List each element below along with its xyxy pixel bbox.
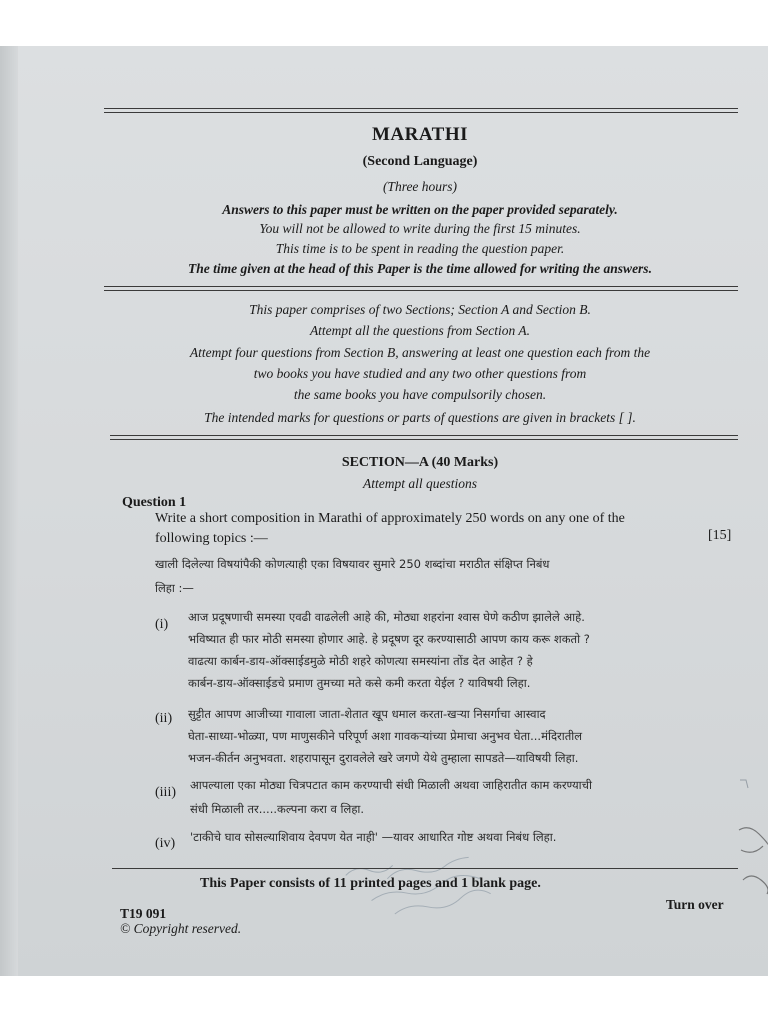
question-label: Question 1 [122,495,187,510]
section-title: SECTION—A (40 Marks) [341,455,499,470]
copyright-note: © Copyright reserved. [120,921,242,936]
topic-2-line-2: घेता-साध्या-भोळ्या, पण माणुसकीने परिपूर्ण अशा गावकऱ्यांच्या प्रेमाचा अनुभव घेता...मंदिरातील [188,729,583,743]
note-2: Attempt all the questions from Section A. [309,323,531,338]
topic-2-number: (ii) [155,711,173,726]
topic-2-line-3: भजन-कीर्तन अनुभवता. शहरापासून दुरावलेले खरे जगणे येथे तुम्हाला सापडते—याविषयी लिहा. [188,751,579,765]
mid-rule-1 [104,286,738,287]
question-marks: [15] [708,528,732,543]
note-5: the same books you have compulsorily chosen. [293,387,547,402]
paper-code: T19 091 [120,906,167,921]
question-text-line-2: following topics :— [155,531,268,546]
topic-1-line-4: कार्बन-डाय-ऑक्साईडचे प्रमाण तुमच्या मते कसे कमी करता येईल ? याविषयी लिहा. [188,676,531,690]
topic-3-line-2: संधी मिळाली तर.....कल्पना करा व लिहा. [190,802,365,816]
margin-scribble [735,770,768,920]
topic-1-number: (i) [155,617,169,632]
topic-2-line-1: सुट्टीत आपण आजीच्या गावाला जाता-शेतात खूप धमाल करता-खऱ्या निसर्गाचा आस्वाद [188,707,546,721]
paper-fold-shadow [0,46,18,976]
instruction-4: The time given at the head of this Paper is the time allowed for writing the answers. [188,261,652,276]
note-1: This paper comprises of two Sections; Section A and Section B. [249,302,591,317]
question-text-line-1: Write a short composition in Marathi of approximately 250 words on any one of the [155,511,625,526]
topic-3-number: (iii) [155,785,176,800]
turn-over-label: Turn over [666,897,724,912]
topic-4-line-1: 'टाकीचे घाव सोसल्याशिवाय देवपण येत नाही' —यावर आधारित गोष्ट अथवा निबंध लिहा. [190,830,557,844]
section-rule-2 [110,439,738,440]
page-count-note: This Paper consists of 11 printed pages and 1 blank page. [200,876,541,891]
note-3: Attempt four questions from Section B, answering at least one question each from the [189,345,651,360]
section-rule-1 [110,435,738,436]
footer-rule [112,868,738,869]
note-6: The intended marks for questions or parts of questions are given in brackets [ ]. [204,410,636,425]
language-subtitle: (Second Language) [362,154,478,169]
question-marathi-line-1: खाली दिलेल्या विषयांपैकी कोणत्याही एका विषयावर सुमारे 250 शब्दांचा मराठीत संक्षिप्त निबंध [155,557,550,571]
instruction-1: Answers to this paper must be written on the paper provided separately. [222,202,618,217]
mid-rule-2 [104,290,738,291]
top-rule-1 [104,108,738,109]
instruction-3: This time is to be spent in reading the question paper. [275,241,565,256]
topic-1-line-1: आज प्रदूषणाची समस्या एवढी वाढलेली आहे की, मोठ्या शहरांना श्वास घेणे कठीण झालेले आहे. [188,610,585,624]
topic-1-line-3: वाढत्या कार्बन-डाय-ऑक्साईडमुळे मोठी शहरे कोणत्या समस्यांना तोंड देत आहेत ? हे [188,654,533,668]
topic-1-line-2: भविष्यात ही फार मोठी समस्या होणार आहे. हे प्रदूषण दूर करण्यासाठी आपण काय करू शकतो ? [188,632,590,646]
top-rule-2 [104,112,738,113]
instruction-2: You will not be allowed to write during the first 15 minutes. [259,221,581,236]
section-subtitle: Attempt all questions [363,476,477,491]
topic-4-number: (iv) [155,836,176,851]
note-4: two books you have studied and any two other questions from [253,366,587,381]
subject-title: MARATHI [371,124,469,145]
duration-text: (Three hours) [382,179,458,194]
topic-3-line-1: आपल्याला एका मोठ्या चित्रपटात काम करण्याची संधी मिळाली अथवा जाहिरातीत काम करण्याची [190,778,592,792]
question-marathi-line-2: लिहा :— [155,581,194,595]
